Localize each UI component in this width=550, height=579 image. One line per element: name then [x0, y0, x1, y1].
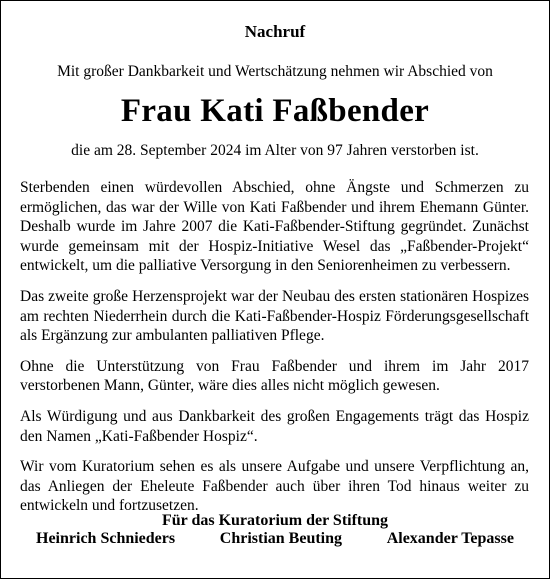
signer-name: Heinrich Schnieders: [36, 530, 176, 547]
body-paragraph: Als Würdigung und aus Dankbarkeit des großen Engagements trägt das Hospiz den Namen „Kati-Faßbender Hospiz“.: [20, 407, 529, 445]
death-date-text: die am 28. September 2024 im Alter von 97 Jahren verstorben ist.: [71, 142, 479, 159]
signers-row: [36, 529, 514, 549]
deceased-name: Frau Kati Faßbender: [120, 93, 430, 129]
signer-name: Christian Beuting: [219, 530, 343, 547]
intro-text: Mit großer Dankbarkeit und Wertschätzung nehmen wir Abschied von: [57, 63, 493, 80]
notice-heading: Nachruf: [244, 22, 306, 41]
body-paragraph: Das zweite große Herzensprojekt war der Neubau des ersten stationären Hospizes am rechten Niederrhein durch die Kati-Faßbender-Hospiz Förderungsgesellschaft als Ergänzung zur ambulanten palliativen Pflege.: [20, 287, 529, 345]
notice-body: [20, 178, 529, 527]
signer-name: Alexander Tepasse: [386, 530, 514, 547]
body-paragraph: Ohne die Unterstützung von Frau Faßbender und ihrem im Jahr 2017 verstorbenen Mann, Günter, wäre dies alles nicht möglich gewesen.: [20, 357, 529, 395]
body-paragraph: Wir vom Kuratorium sehen es als unsere Aufgabe und unsere Verpflichtung an, das Anliegen der Eheleute Faßbender auch über ihren Tod hinaus weiter zu entwickeln und fortzusetzen.: [20, 458, 529, 515]
body-paragraph: Sterbenden einen würdevollen Abschied, ohne Ängste und Schmerzen zu ermöglichen, das war der Wille von Kati Faßbender und ihrem Ehemann Günter. Deshalb wurde im Jahre 2007 die Kati-Faßbender-Stiftung gegründet. Zunächst wurde gemeinsam mit der Hospiz-Initiative Wesel das „Faßbender-Projekt“ entwickelt, um die palliative Versorgung in den Seniorenheimen zu verbessern.: [20, 179, 529, 275]
signature-title: Für das Kuratorium der Stiftung: [161, 512, 389, 529]
